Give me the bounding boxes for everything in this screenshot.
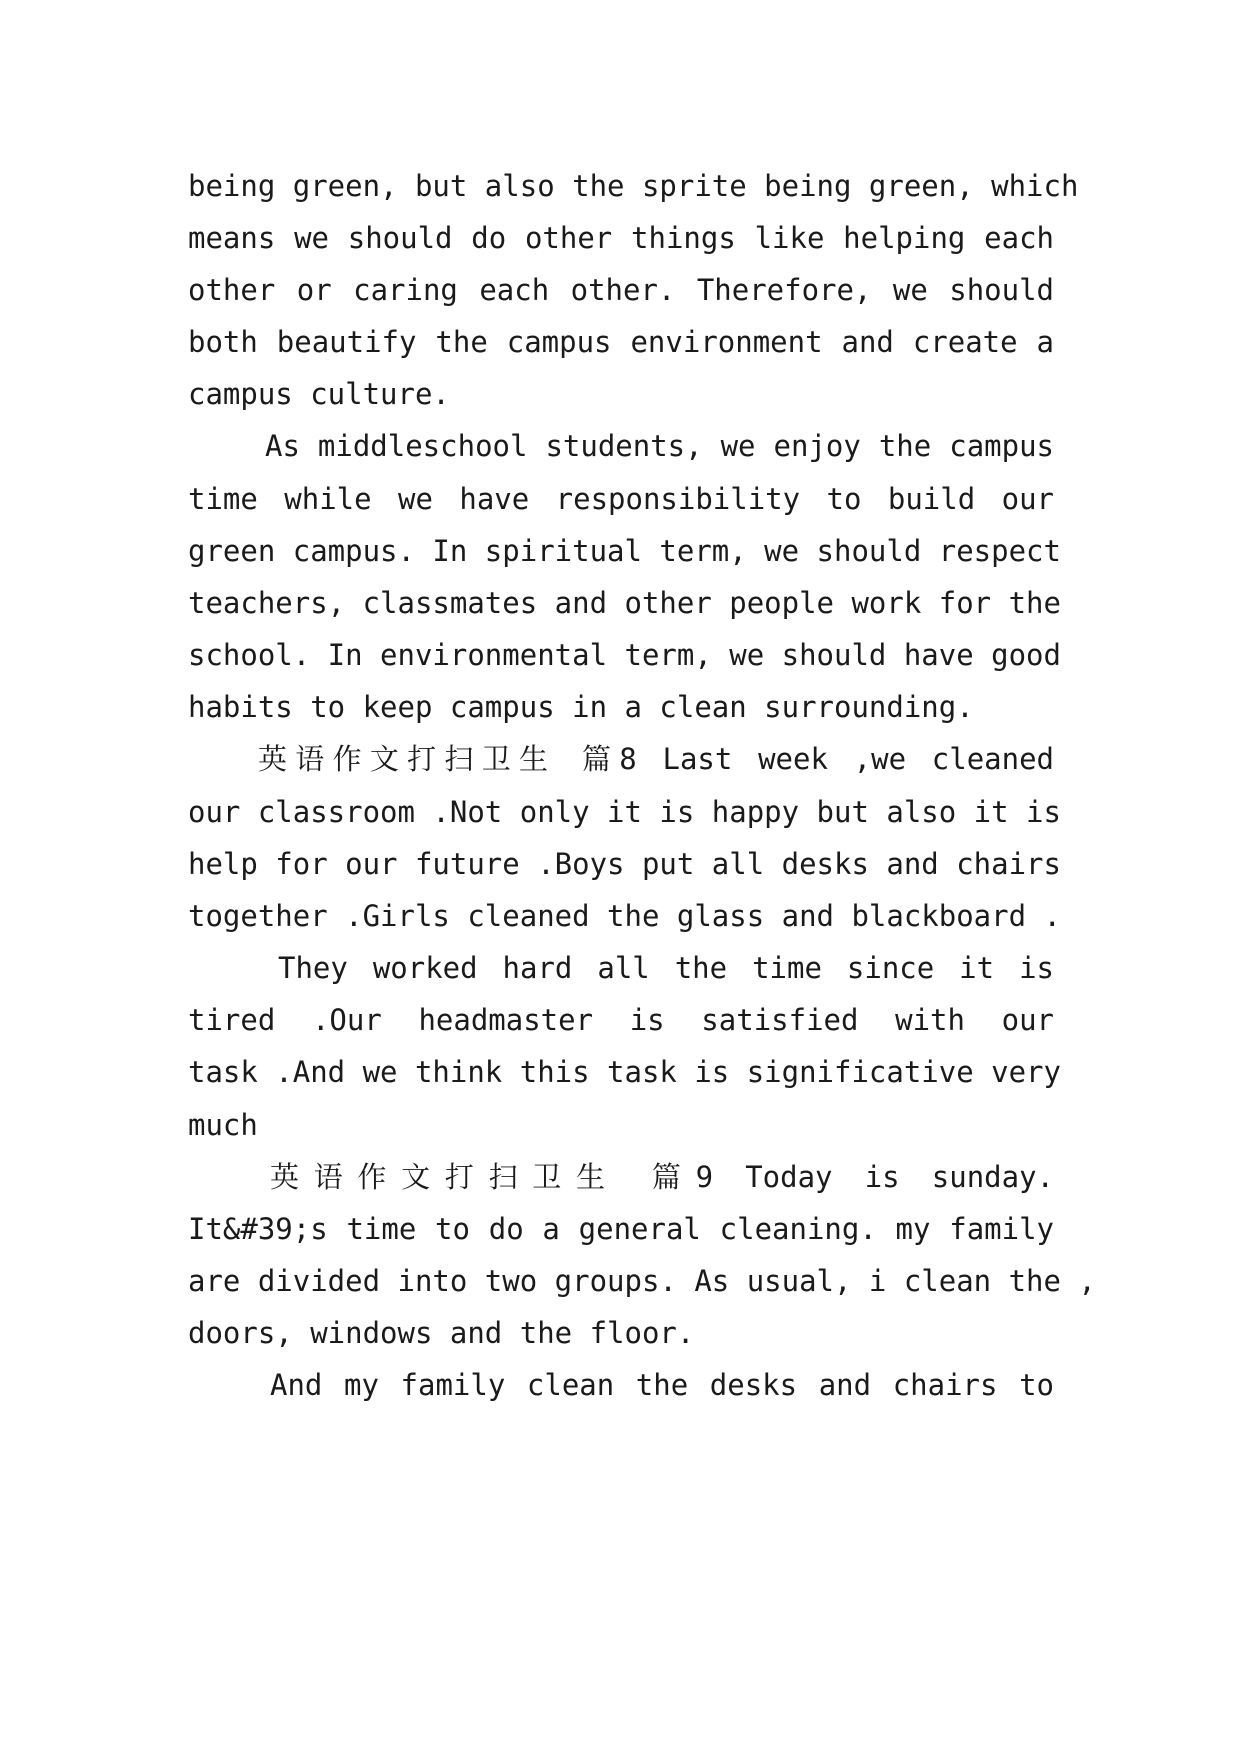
text-line: help for our future .Boys put all desks and chairs	[188, 847, 1061, 881]
text-line: green campus. In spiritual term, we should respect	[188, 534, 1061, 568]
text-line: much	[188, 1108, 258, 1142]
text-line: both beautify the campus environment and create a	[188, 325, 1054, 359]
text-line: together .Girls cleaned the glass and blackboard .	[188, 899, 1061, 933]
text-line: being green, but also the sprite being green, which	[188, 169, 1079, 203]
section-heading-line: 英语作文打扫卫生 篇9 Today is sunday.	[270, 1160, 1054, 1194]
section-heading-line: 英语作文打扫卫生 篇8 Last week ,we cleaned	[258, 742, 1054, 776]
text-line: tired .Our headmaster is satisfied with our	[188, 1003, 1054, 1037]
text-line: habits to keep campus in a clean surrounding.	[188, 690, 974, 724]
text-line: It&#39;s time to do a general cleaning. my family	[188, 1212, 1054, 1246]
text-line: other or caring each other. Therefore, we should	[188, 273, 1054, 307]
text-line: task .And we think this task is significative very	[188, 1055, 1061, 1089]
text-line: school. In environmental term, we should have good	[188, 638, 1061, 672]
paragraph-first-line: And my family clean the desks and chairs to	[270, 1368, 1054, 1402]
paragraph-first-line: As middleschool students, we enjoy the campus	[265, 429, 1054, 463]
text-line: our classroom .Not only it is happy but also it is	[188, 795, 1061, 829]
paragraph-first-line: They worked hard all the time since it is	[278, 951, 1054, 985]
text-line: means we should do other things like helping each	[188, 221, 1054, 255]
text-line: time while we have responsibility to build our	[188, 482, 1054, 516]
text-line: campus culture.	[188, 377, 450, 411]
text-line: teachers, classmates and other people work for the	[188, 586, 1061, 620]
text-line: doors, windows and the floor.	[188, 1316, 695, 1350]
text-line: are divided into two groups. As usual, i clean the ,	[188, 1264, 1096, 1298]
